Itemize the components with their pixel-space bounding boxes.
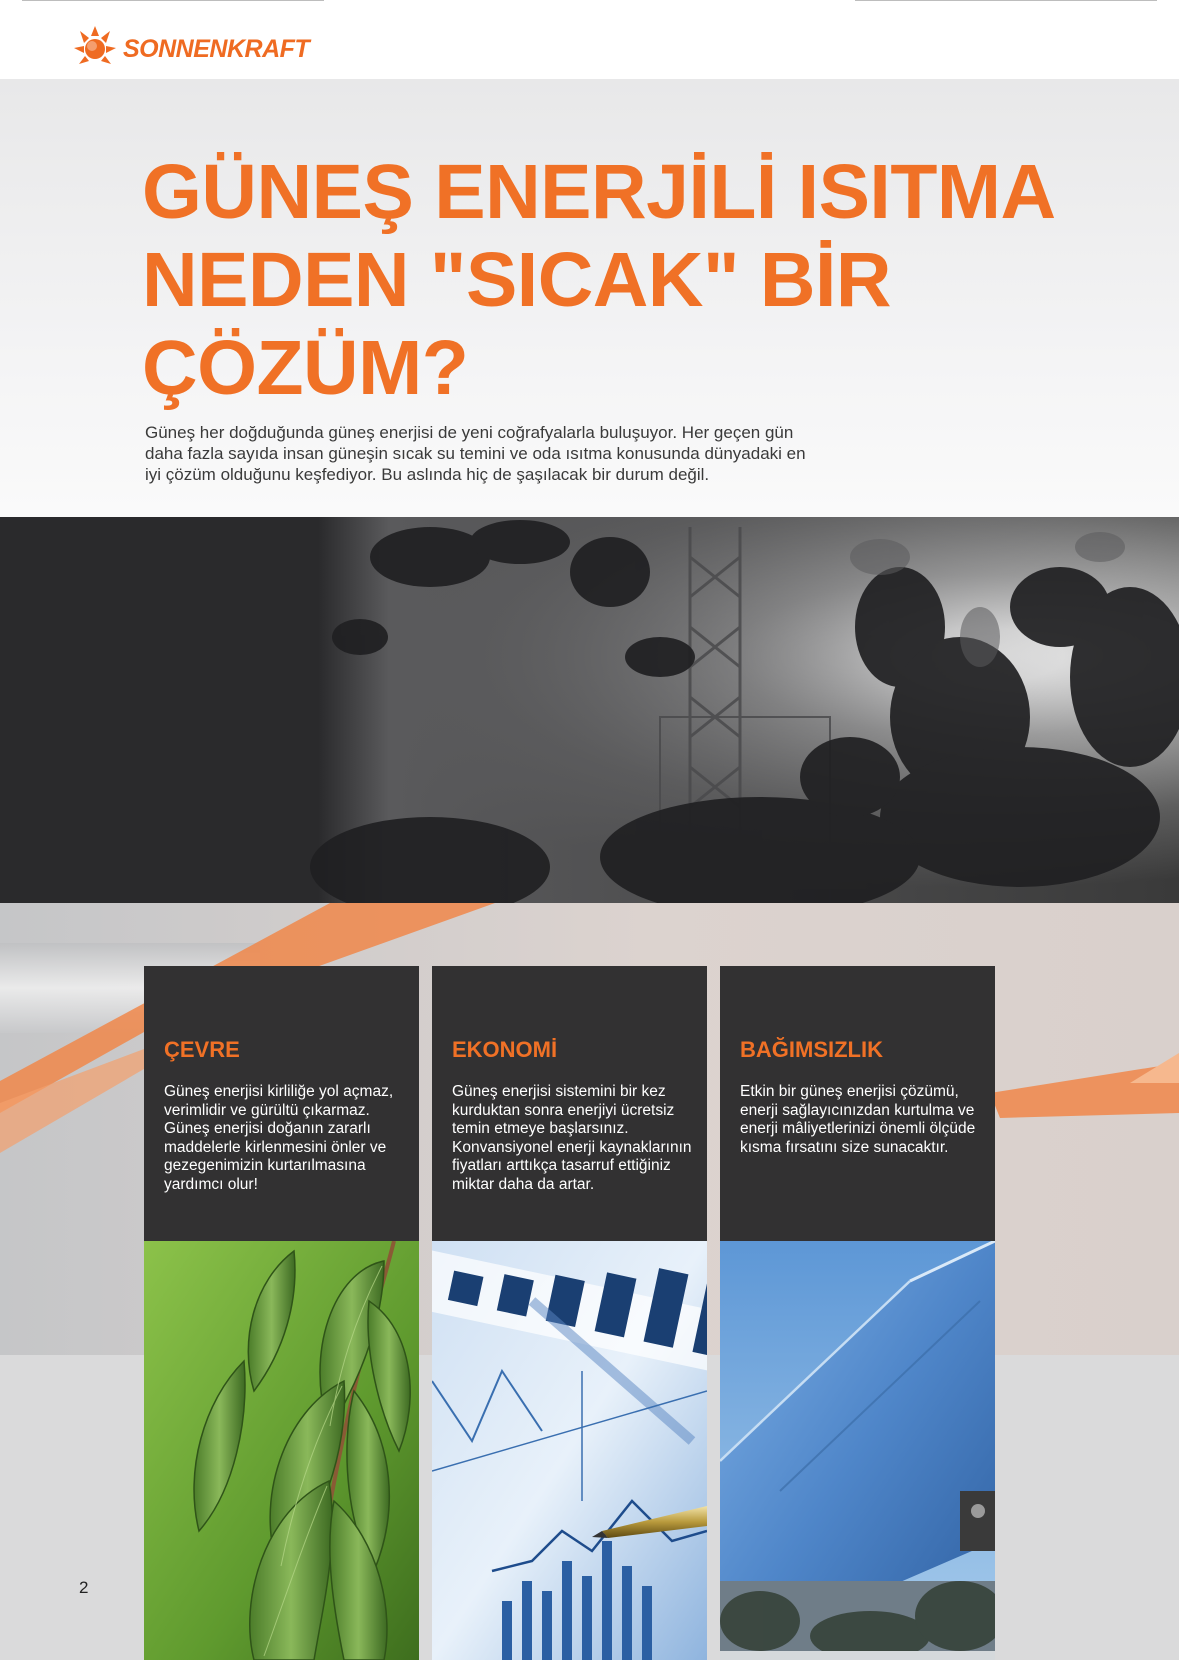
card-text [740, 1083, 980, 1157]
financial-chart-photo [432, 1241, 707, 1660]
card-title: BAĞIMSIZLIK [740, 1037, 883, 1062]
card-text-line: miktar daha da artar. [452, 1175, 595, 1193]
intro-line: Güneş her doğduğunda güneş enerjisi de yeni coğrafyalarla buluşuyor. Her geçen gün [145, 423, 794, 442]
page-title [142, 148, 1142, 412]
card-text-line: Güneş enerjisi sistemini bir kez [452, 1083, 666, 1100]
card-text-line: Konvansiyonel enerji kaynaklarının [452, 1138, 692, 1156]
header-rule-left [22, 0, 324, 1]
page-number: 2 [79, 1578, 89, 1597]
header-rule-right [855, 0, 1157, 1]
card-text-line: Etkin bir güneş enerjisi çözümü, [740, 1083, 959, 1100]
card-text-line: maddelerle kirlenmesini önler ve [164, 1138, 387, 1156]
card-text-line: fiyatları arttıkça tasarruf ettiğiniz [452, 1157, 671, 1175]
title-line: ÇÖZÜM? [142, 325, 469, 411]
card-text-line: temin etmeye başlarsınız. [452, 1120, 629, 1138]
card-title: ÇEVRE [164, 1037, 240, 1062]
intro-paragraph [145, 422, 845, 485]
intro-line: iyi çözüm olduğunu keşfediyor. Bu aslında hiç de şaşılacak bir durum değil. [145, 465, 710, 484]
sun-icon [72, 22, 118, 68]
card-text-line: kısma fırsatını size sunacaktır. [740, 1138, 949, 1156]
card-text-line: kurduktan sonra enerjiyi ücretsiz [452, 1101, 675, 1119]
solar-collector-photo [720, 1241, 995, 1660]
card-title: EKONOMİ [452, 1037, 558, 1062]
card-text-line: enerji sağlayıcınızdan kurtulma ve [740, 1101, 975, 1119]
card-text-line: gezegenimizin kurtarılmasına [164, 1157, 366, 1175]
card-environment [144, 966, 419, 1660]
card-text-line: yardımcı olur! [164, 1175, 258, 1193]
card-text [164, 1083, 404, 1195]
card-text-line: Güneş enerjisi kirliliğe yol açmaz, [164, 1083, 394, 1100]
card-text-line: enerji mâliyetlerinizi önemli ölçüde [740, 1120, 976, 1138]
card-text-line: Güneş enerjisi doğanın zararlı [164, 1120, 371, 1138]
page-header [0, 0, 1179, 79]
leaves-photo [144, 1241, 419, 1660]
title-line: NEDEN "SICAK" BİR [142, 237, 892, 323]
card-independence [720, 966, 995, 1660]
intro-line: daha fazla sayıda insan güneşin sıcak su temini ve oda ısıtma konusunda dünyadaki en [145, 444, 806, 463]
card-text [452, 1083, 692, 1195]
title-line: GÜNEŞ ENERJİLİ ISITMA [142, 149, 1056, 235]
card-text-line: verimlidir ve gürültü çıkarmaz. [164, 1101, 370, 1119]
brand-logo: SONNENKRAFT [123, 35, 310, 63]
card-economy [432, 966, 707, 1660]
sunlight-through-trees-photo [0, 517, 1179, 903]
